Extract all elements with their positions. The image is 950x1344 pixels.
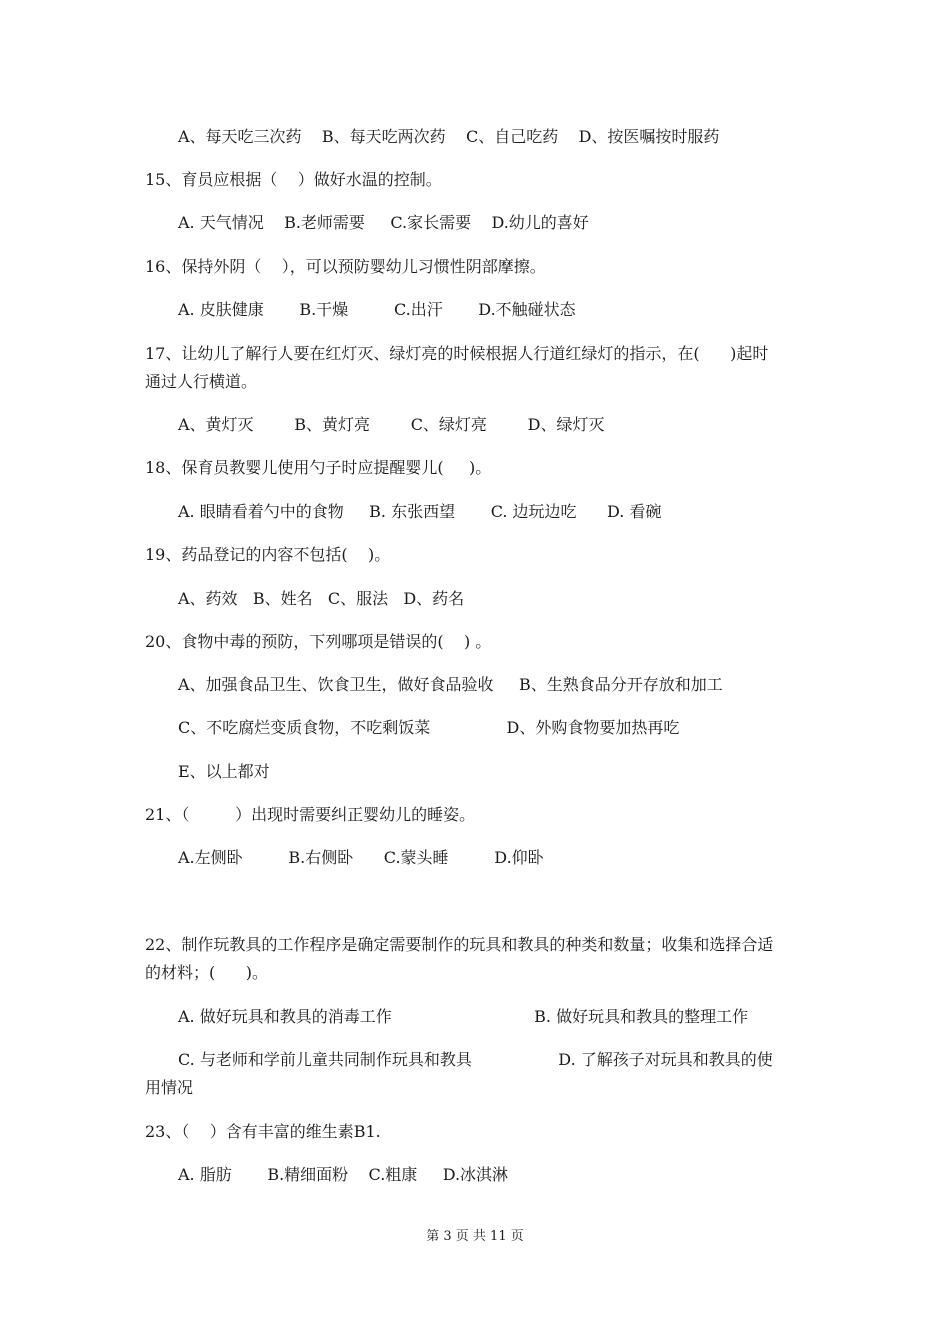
q20-options-cd: C、不吃腐烂变质食物，不吃剩饭菜 D、外购食物要加热再吃 [178, 718, 680, 737]
q22-options-cd-wrap: 用情况 [145, 1078, 194, 1097]
q21-options: A.左侧卧 B.右侧卧 C.蒙头睡 D.仰卧 [178, 848, 544, 867]
q20-option-e: E、以上都对 [178, 762, 270, 781]
q16-stem: 16、保持外阴（ ），可以预防婴幼儿习惯性阴部摩擦。 [145, 257, 546, 276]
q19-stem: 19、药品登记的内容不包括( )。 [145, 545, 391, 564]
q19-options: A、药效 B、姓名 C、服法 D、药名 [178, 589, 465, 608]
q22-stem-line2: 的材料；( )。 [145, 963, 269, 982]
q14-options: A、每天吃三次药 B、每天吃两次药 C、自己吃药 D、按医嘱按时服药 [178, 127, 720, 146]
q15-options: A. 天气情况 B.老师需要 C.家长需要 D.幼儿的喜好 [178, 213, 589, 232]
q23-stem: 23、（ ）含有丰富的维生素B1. [145, 1122, 381, 1141]
q20-options-ab: A、加强食品卫生、饮食卫生，做好食品验收 B、生熟食品分开存放和加工 [178, 675, 723, 694]
page-footer: 第 3 页 共 11 页 [426, 1229, 524, 1244]
q22-options-cd: C. 与老师和学前儿童共同制作玩具和教具 D. 了解孩子对玩具和教具的使 [178, 1050, 773, 1069]
q20-stem: 20、食物中毒的预防，下列哪项是错误的( ) 。 [145, 632, 492, 651]
q16-options: A. 皮肤健康 B.干燥 C.出汗 D.不触碰状态 [178, 300, 576, 319]
q18-options: A. 眼睛看着勺中的食物 B. 东张西望 C. 边玩边吃 D. 看碗 [178, 502, 662, 521]
q18-stem: 18、保育员教婴儿使用勺子时应提醒婴儿( )。 [145, 458, 492, 477]
q21-stem: 21、（ ）出现时需要纠正婴幼儿的睡姿。 [145, 805, 476, 824]
q22-stem-line1: 22、制作玩教具的工作程序是确定需要制作的玩具和教具的种类和数量；收集和选择合适 [145, 935, 774, 954]
q23-options: A. 脂肪 B.精细面粉 C.粗康 D.冰淇淋 [178, 1165, 509, 1184]
q22-options-ab: A. 做好玩具和教具的消毒工作 B. 做好玩具和教具的整理工作 [178, 1007, 749, 1026]
q17-stem-line1: 17、让幼儿了解行人要在红灯灭、绿灯亮的时候根据人行道红绿灯的指示，在( )起时 [145, 344, 769, 363]
q15-stem: 15、育员应根据（ ）做好水温的控制。 [145, 170, 442, 189]
q17-options: A、黄灯灭 B、黄灯亮 C、绿灯亮 D、绿灯灭 [178, 415, 605, 434]
q17-stem-line2: 通过人行横道。 [145, 372, 258, 391]
